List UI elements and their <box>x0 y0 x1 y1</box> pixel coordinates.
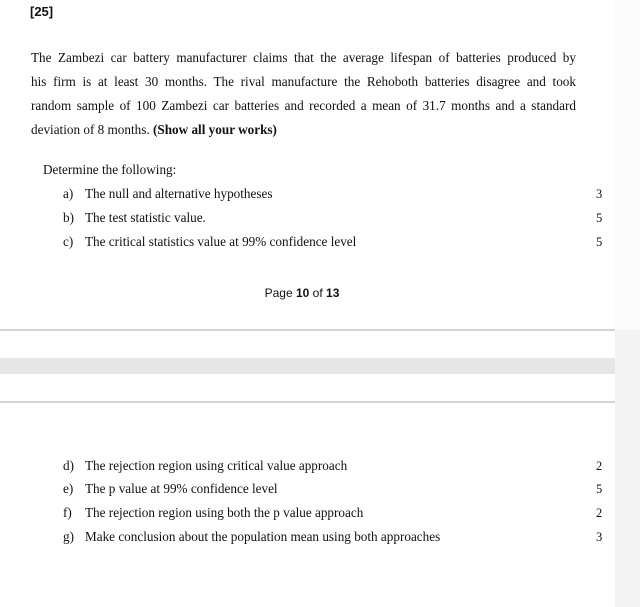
show-work-instruction: (Show all your works) <box>152 122 277 137</box>
item-text: The test statistic value. <box>85 210 206 225</box>
item-text: The p value at 99% confidence level <box>85 481 278 496</box>
item-text: Make conclusion about the population mean using both approaches <box>85 529 441 544</box>
page-current: 10 <box>295 286 310 300</box>
item-text: The null and alternative hypotheses <box>85 186 273 201</box>
page-top-edge <box>0 401 615 403</box>
question-line-4-text: deviation of 8 months. <box>31 122 153 137</box>
item-a <box>63 186 273 202</box>
question-line-1: The Zambezi car battery manufacturer claims that the average lifespan of batteries produced by <box>31 50 576 65</box>
item-f-marks: 2 <box>596 506 603 520</box>
determine-heading: Determine the following: <box>43 162 177 177</box>
question-line-3: random sample of 100 Zambezi car batteries and recorded a mean of 31.7 months and a standard <box>31 98 576 113</box>
item-label: f) <box>63 505 72 520</box>
item-e-marks: 5 <box>596 482 603 496</box>
page-middle: of <box>309 286 327 300</box>
item-text: The rejection region using both the p value approach <box>85 505 364 520</box>
question-paragraph <box>31 46 576 142</box>
item-f <box>63 505 363 521</box>
item-label: c) <box>63 234 74 249</box>
item-g-marks: 3 <box>596 530 603 544</box>
total-marks: [25] <box>30 4 54 19</box>
item-d <box>63 458 347 474</box>
page-bottom-edge <box>0 329 615 331</box>
item-label: b) <box>63 210 74 225</box>
item-c <box>63 234 356 250</box>
page-separator <box>0 358 615 374</box>
item-text: The rejection region using critical value approach <box>85 458 348 473</box>
item-d-marks: 2 <box>596 459 603 473</box>
question-line-4 <box>31 118 576 142</box>
item-label: e) <box>63 481 74 496</box>
page-prefix: Page <box>264 286 296 300</box>
item-g <box>63 529 440 545</box>
page-number <box>0 286 604 300</box>
item-text: The critical statistics value at 99% confidence level <box>85 234 357 249</box>
item-e <box>63 481 278 497</box>
item-b-marks: 5 <box>596 211 603 225</box>
viewer-background-strip-top <box>615 0 640 330</box>
item-label: d) <box>63 458 74 473</box>
item-label: g) <box>63 529 74 544</box>
item-label: a) <box>63 186 74 201</box>
item-c-marks: 5 <box>596 235 603 249</box>
question-line-2: his firm is at least 30 months. The rival manufacture the Rehoboth batteries disagree and took <box>31 74 576 89</box>
item-a-marks: 3 <box>596 187 603 201</box>
page-total: 13 <box>326 286 340 300</box>
item-b <box>63 210 206 226</box>
